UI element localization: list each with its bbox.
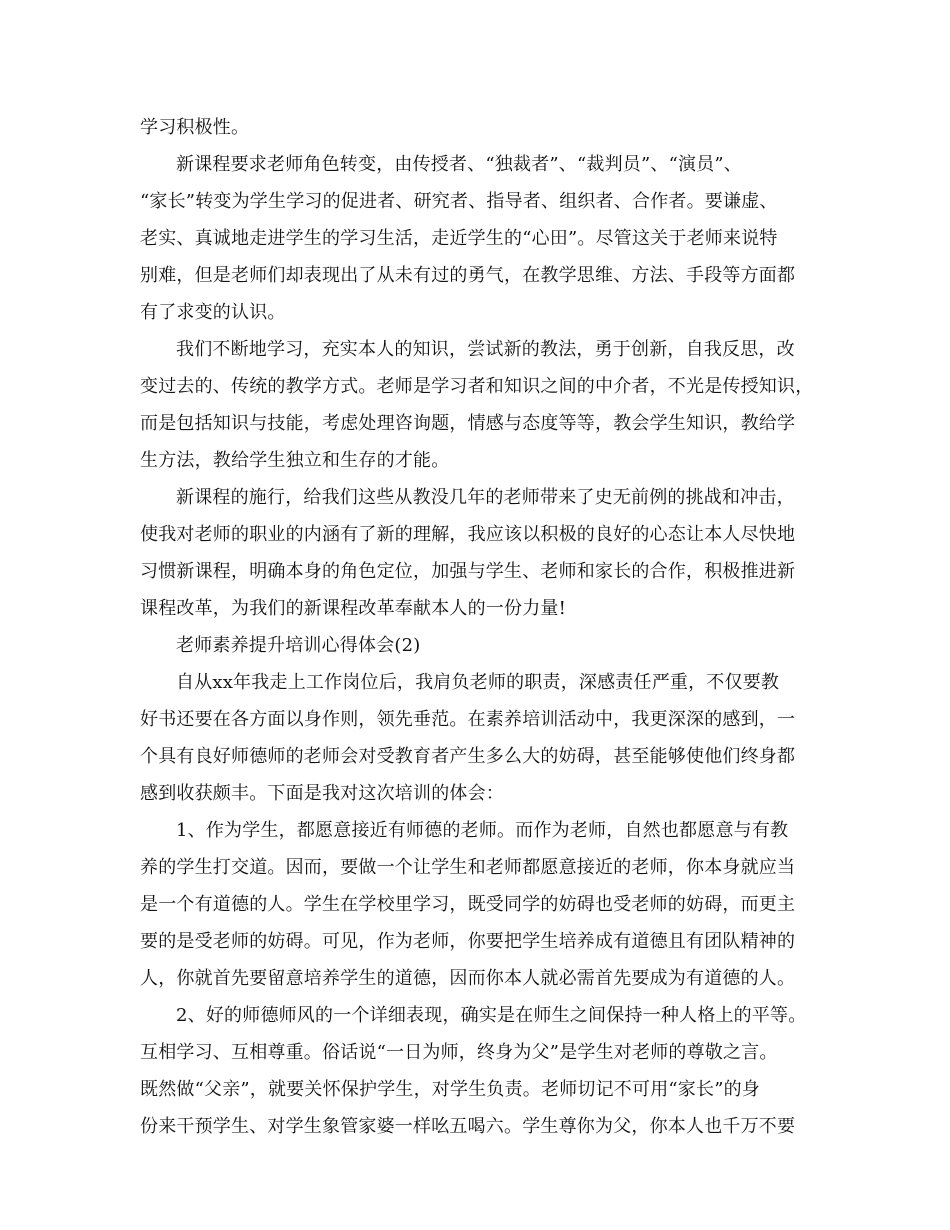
text-line: 2、好的师德师风的一个详细表现，确实是在师生之间保持一种人格上的平等。	[176, 1005, 807, 1026]
text-line: 我们不断地学习，充实本人的知识，尝试新的教法，勇于创新，自我反思，改	[176, 339, 795, 360]
text-line: 而是包括知识与技能，考虑处理咨询题，情感与态度等等，教会学生知识，教给学	[140, 413, 796, 434]
text-line: 习惯新课程，明确本身的角色定位，加强与学生、老师和家长的合作，积极推进新	[140, 561, 796, 582]
text-line: 别难，但是老师们却表现出了从未有过的勇气，在教学思维、方法、手段等方面都	[140, 265, 796, 286]
text-line: 感到收获颇丰。下面是我对这次培训的体会：	[140, 783, 504, 804]
text-line: 老实、真诚地走进学生的学习生活，走近学生的“心田”。尽管这关于老师来说特	[140, 228, 778, 249]
text-line: 生方法，教给学生独立和生存的才能。	[140, 450, 450, 471]
text-line: 新课程的施行，给我们这些从教没几年的老师带来了史无前例的挑战和冲击，	[176, 487, 795, 508]
text-line: 养的学生打交道。因而，要做一个让学生和老师都愿意接近的老师，你本身就应当	[140, 857, 796, 878]
text-line: 要的是受老师的妨碍。可见，作为老师，你要把学生培养成有道德且有团队精神的	[140, 931, 796, 952]
text-line: “家长”转变为学生学习的促进者、研究者、指导者、组织者、合作者。要谦虚、	[140, 191, 778, 212]
text-line: 课程改革，为我们的新课程改革奉献本人的一份力量!	[140, 598, 567, 619]
text-line: 学习积极性。	[140, 117, 250, 138]
text-line: 互相学习、互相尊重。俗话说“一日为师，终身为父”是学生对老师的尊敬之言。	[140, 1042, 778, 1063]
text-line: 既然做“父亲”，就要关怀保护学生，对学生负责。老师切记不可用“家长”的身	[140, 1079, 761, 1100]
text-line: 份来干预学生、对学生象管家婆一样吆五喝六。学生尊你为父，你本人也千万不要	[140, 1116, 796, 1137]
text-line: 好书还要在各方面以身作则，领先垂范。在素养培训活动中，我更深深的感到，一	[140, 709, 796, 730]
text-line: 1、作为学生，都愿意接近有师德的老师。而作为老师，自然也都愿意与有教	[176, 820, 789, 841]
text-line: 人，你就首先要留意培养学生的道德，因而你本人就必需首先要成为有道德的人。	[140, 968, 796, 989]
text-line: 有了求变的认识。	[140, 302, 286, 323]
text-line: 是一个有道德的人。学生在学校里学习，既受同学的妨碍也受老师的妨碍，而更主	[140, 894, 796, 915]
text-line: 变过去的、传统的教学方式。老师是学习者和知识之间的中介者，不光是传授知识，	[140, 376, 814, 397]
text-line: 自从xx年我走上工作岗位后，我肩负老师的职责，深感责任严重，不仅要教	[176, 672, 780, 693]
section-heading: 老师素养提升培训心得体会(2)	[176, 635, 421, 656]
text-line: 新课程要求老师角色转变，由传授者、“独裁者”、“裁判员”、“演员”、	[176, 154, 743, 175]
text-line: 使我对老师的职业的内涵有了新的理解，我应该以积极的良好的心态让本人尽快地	[140, 524, 796, 545]
text-line: 个具有良好师德师的老师会对受教育者产生多么大的妨碍，甚至能够使他们终身都	[140, 746, 796, 767]
